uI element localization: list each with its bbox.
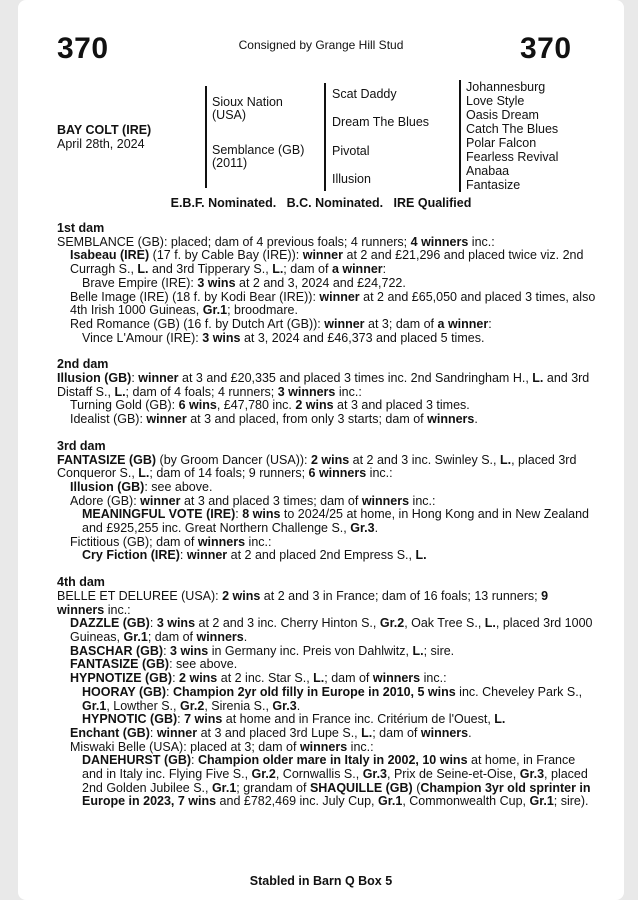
text: inc.: xyxy=(245,534,272,549)
text: SEMBLANCE (GB): placed; dam of 4 previous foals; 4 runners; xyxy=(57,234,411,249)
stabling-footer: Stabled in Barn Q Box 5 xyxy=(249,874,393,888)
bold-text: Gr.2 xyxy=(179,698,205,713)
bold-text: 7 wins xyxy=(184,712,223,727)
family-entry xyxy=(57,645,597,659)
text: at 2 and 3, 2024 and £24,722. xyxy=(235,275,406,290)
bold-text: winners xyxy=(197,534,246,549)
bold-text: L. xyxy=(272,262,284,277)
text: . xyxy=(374,521,379,536)
nominations-line: E.B.F. Nominated. B.C. Nominated. IRE Qualified xyxy=(170,196,472,210)
text: at 2 and £21,296 and placed twice viz. 2nd Curragh S., xyxy=(70,248,584,277)
bold-text: winners xyxy=(361,493,410,508)
bold-text: 3 wins xyxy=(156,616,196,631)
bold-text: FANTASIZE (GB) xyxy=(57,452,157,467)
bold-text: 3 wins xyxy=(202,330,241,345)
pedigree-g2-0: Scat Daddy xyxy=(332,87,397,101)
bold-text: L. xyxy=(114,384,126,399)
family-entry xyxy=(57,658,597,672)
bold-text: SHAQUILLE (GB) xyxy=(309,780,413,795)
text: : xyxy=(382,262,387,277)
text: : xyxy=(235,507,243,522)
text: Fictitious (GB); dam of xyxy=(70,534,198,549)
bold-text: 8 wins xyxy=(242,507,281,522)
text: , Prix de Seine-et-Oise, xyxy=(387,767,520,782)
family-entry xyxy=(57,249,597,276)
bold-text: winner xyxy=(156,725,198,740)
bold-text: Gr.1 xyxy=(211,780,237,795)
family-entry xyxy=(57,549,597,563)
bold-text: Gr.3 xyxy=(362,767,388,782)
bold-text: 4 winners xyxy=(410,234,469,249)
pedigree-dam: Semblance (GB) (2011) xyxy=(212,143,305,170)
text: at 2 and £65,050 and placed 3 times, also 4th Irish 1000 Guineas, xyxy=(70,289,596,318)
bold-text: L. xyxy=(313,671,325,686)
section-heading: 1st dam xyxy=(57,221,105,235)
bold-text: 3 winners xyxy=(277,384,336,399)
bold-text: winner xyxy=(324,316,365,331)
text: Belle Image (IRE) (18 f. by Kodi Bear (IRE)): xyxy=(70,289,320,304)
bold-text: 3 wins xyxy=(197,275,236,290)
text: ; grandam of xyxy=(236,780,310,795)
bold-text: Illusion (GB) xyxy=(70,479,145,494)
bold-text: L. xyxy=(412,643,424,658)
family-entry xyxy=(57,318,597,332)
text: at 2 and placed 2nd Empress S., xyxy=(227,548,416,563)
pedigree-g2-2: Pivotal xyxy=(332,144,370,158)
text: ; dam of xyxy=(147,629,197,644)
text: and 3rd Distaff S., xyxy=(57,371,590,399)
bold-text: 6 wins xyxy=(178,398,217,413)
pedigree-sire: Sioux Nation (USA) xyxy=(212,95,283,122)
text: , placed 3rd 1000 Guineas, xyxy=(70,616,593,644)
text: . xyxy=(468,725,472,740)
family-entry xyxy=(57,590,597,617)
bold-text: HYPNOTIZE (GB) xyxy=(70,671,173,686)
pedigree-bracket-3 xyxy=(459,80,461,192)
bold-text: BASCHAR (GB) xyxy=(70,643,164,658)
family-entry xyxy=(57,481,597,495)
bold-text: a winner xyxy=(331,262,383,277)
bold-text: winners xyxy=(196,629,244,644)
family-entry xyxy=(57,686,597,713)
text: : xyxy=(166,684,173,699)
text: ( xyxy=(412,780,421,795)
family-body xyxy=(57,222,597,809)
catalogue-page xyxy=(18,0,624,900)
text: Brave Empire (IRE): xyxy=(82,275,198,290)
family-entry xyxy=(57,372,597,399)
text: , Lowther S., xyxy=(106,698,180,713)
family-entry xyxy=(57,536,597,550)
text: inc.: xyxy=(366,466,393,481)
bold-text: L. xyxy=(415,548,427,563)
text: , Oak Tree S., xyxy=(404,616,485,631)
bold-text: Gr.3 xyxy=(519,767,545,782)
bold-text: Gr.1 xyxy=(202,303,228,318)
bold-text: Gr.1 xyxy=(529,794,554,809)
text: , Sirenia S., xyxy=(204,698,273,713)
text: (17 f. by Cable Bay (IRE)): xyxy=(149,248,303,263)
pedigree-bracket-2 xyxy=(324,83,326,191)
bold-text: 9 winners xyxy=(57,588,549,617)
text: . xyxy=(243,629,248,644)
text: ; dam of xyxy=(283,262,332,277)
text: : xyxy=(149,725,157,740)
text: Idealist (GB): xyxy=(70,412,147,427)
text: at 3, 2024 and £46,373 and placed 5 times. xyxy=(240,330,485,345)
family-entry xyxy=(57,291,597,318)
bold-text: L. xyxy=(494,712,506,727)
text: at 2 and 3 in France; dam of 16 foals; 13 runners; xyxy=(260,588,542,603)
text: and 3rd Tipperary S., xyxy=(148,262,273,277)
text: ; dam of xyxy=(324,671,373,686)
text: : see above. xyxy=(144,479,213,494)
bold-text: Illusion (GB) xyxy=(57,371,132,386)
text: at 3 and placed 3 times. xyxy=(333,398,470,413)
text: ; dam of xyxy=(372,725,421,740)
text: BELLE ET DELUREE (USA): xyxy=(57,588,223,603)
bold-text: Gr.1 xyxy=(123,629,148,644)
text: at 3 and £20,335 and placed 3 times inc. 2nd Sandringham H., xyxy=(178,371,533,386)
text: inc.: xyxy=(409,493,436,508)
bold-text: winner xyxy=(140,493,181,508)
section-heading: 3rd dam xyxy=(57,438,106,453)
text: Red Romance (GB) (16 f. by Dutch Art (GB)): xyxy=(70,316,325,331)
bold-text: Champion 3yr old sprinter in Europe in 2023, 7 wins xyxy=(82,780,591,809)
text: : xyxy=(177,712,185,727)
bold-text: DAZZLE (GB) xyxy=(70,616,150,631)
family-entry xyxy=(57,332,597,346)
text: at 2 and 3 inc. Swinley S., xyxy=(349,452,500,467)
bold-text: 2 wins xyxy=(295,398,334,413)
bold-text: 3 wins xyxy=(170,643,209,658)
pedigree-g3-list: Johannesburg Love Style Oasis Dream Catch The Blues Polar Falcon Fearless Revival Anabaa Fantasize xyxy=(466,80,559,192)
text: inc. Cheveley Park S., xyxy=(455,684,583,699)
bold-text: winners xyxy=(299,739,348,754)
section-heading: 4th dam xyxy=(57,575,105,590)
family-entry xyxy=(57,741,597,755)
bold-text: MEANINGFUL VOTE (IRE) xyxy=(82,507,236,522)
bold-text: winners xyxy=(372,671,421,686)
text: Vince L'Amour (IRE): xyxy=(82,330,203,345)
bold-text: Gr.1 xyxy=(82,698,107,713)
text: Turning Gold (GB): xyxy=(70,398,179,413)
text: : xyxy=(149,616,157,631)
text: inc.: xyxy=(347,739,374,754)
text: , placed 2nd Golden Jubilee S., xyxy=(82,767,588,795)
bold-text: Enchant (GB) xyxy=(70,725,150,740)
family-entry xyxy=(57,617,597,644)
text: inc.: xyxy=(468,234,495,249)
bold-text: a winner xyxy=(437,316,489,331)
text: and £782,469 inc. July Cup, xyxy=(216,794,378,809)
text: ; broodmare. xyxy=(227,303,298,318)
bold-text: L. xyxy=(137,262,149,277)
text: inc.: xyxy=(335,384,362,399)
text: : xyxy=(179,548,187,563)
family-entry xyxy=(57,413,597,427)
text: . xyxy=(296,698,301,713)
bold-text: Champion 2yr old filly in Europe in 2010, 5 wins xyxy=(173,684,456,699)
family-entry xyxy=(57,754,597,809)
bold-text: L. xyxy=(138,466,150,481)
family-entry xyxy=(57,713,597,727)
bold-text: Gr.2 xyxy=(251,767,276,782)
text: inc.: xyxy=(104,602,131,617)
bold-text: 2 wins xyxy=(310,452,350,467)
bold-text: DANEHURST (GB) xyxy=(82,753,192,768)
text: : xyxy=(172,671,180,686)
text: at home, in France and in Italy inc. Flying Five S., xyxy=(82,753,576,782)
text: in Germany inc. Preis von Dahlwitz, xyxy=(208,643,413,658)
bold-text: winner xyxy=(186,548,228,563)
family-entry xyxy=(57,454,597,481)
family-entry xyxy=(57,672,597,686)
text: , placed 3rd Conqueror S., xyxy=(57,452,577,481)
bold-text: winner xyxy=(146,412,187,427)
text: : xyxy=(488,316,492,331)
bold-text: HYPNOTIC (GB) xyxy=(82,712,178,727)
bold-text: winner xyxy=(319,289,360,304)
consignor-line: Consigned by Grange Hill Stud xyxy=(238,38,404,52)
lot-number-left: 370 xyxy=(57,32,109,65)
text: at 3 and placed 3 times; dam of xyxy=(180,493,362,508)
text: at 2 inc. Star S., xyxy=(217,671,314,686)
horse-foaled-date: April 28th, 2024 xyxy=(57,137,145,151)
text: : xyxy=(191,753,198,768)
family-entry xyxy=(57,236,597,250)
family-entry xyxy=(57,277,597,291)
bold-text: FANTASIZE (GB) xyxy=(70,657,170,672)
text: ; sire. xyxy=(423,643,455,658)
bold-text: Champion older mare in Italy in 2002, 10 wins xyxy=(197,753,468,768)
text: , Cornwallis S., xyxy=(275,767,363,782)
pedigree-g2-1: Dream The Blues xyxy=(332,115,430,129)
family-entry xyxy=(57,495,597,509)
bold-text: winner xyxy=(302,248,344,263)
bold-text: HOORAY (GB) xyxy=(82,684,167,699)
bold-text: Gr.1 xyxy=(378,794,403,809)
bold-text: L. xyxy=(532,371,544,386)
bold-text: Cry Fiction (IRE) xyxy=(82,548,180,563)
section-heading: 2nd dam xyxy=(57,357,109,372)
text: ; dam of 4 foals; 4 runners; xyxy=(125,384,278,399)
text: Adore (GB): xyxy=(70,493,141,508)
bold-text: winners xyxy=(427,412,475,427)
text: to 2024/25 at home, in Hong Kong and in New Zealand and £925,255 inc. Great Northern Challenge S., xyxy=(82,507,589,536)
bold-text: Gr.2 xyxy=(379,616,405,631)
bold-text: winners xyxy=(420,725,469,740)
text: ; sire). xyxy=(553,794,589,809)
text: : xyxy=(163,643,171,658)
pedigree-g2-3: Illusion xyxy=(332,172,371,186)
bold-text: Isabeau (IRE) xyxy=(70,248,150,263)
text: Miswaki Belle (USA): placed at 3; dam of xyxy=(70,739,300,754)
bold-text: Gr.3 xyxy=(272,698,297,713)
text: inc.: xyxy=(420,671,447,686)
text: . xyxy=(474,412,478,427)
text: at 3; dam of xyxy=(364,316,438,331)
horse-name: BAY COLT (IRE) xyxy=(57,123,152,137)
bold-text: 6 winners xyxy=(308,466,367,481)
bold-text: L. xyxy=(361,725,373,740)
text: at 3 and placed, from only 3 starts; dam of xyxy=(186,412,428,427)
bold-text: L. xyxy=(484,616,496,631)
bold-text: L. xyxy=(499,452,512,467)
text: at home and in France inc. Critérium de l'Ouest, xyxy=(222,712,495,727)
family-entry xyxy=(57,399,597,413)
text: ; dam of 14 foals; 9 runners; xyxy=(149,466,309,481)
family-entry xyxy=(57,727,597,741)
text: , Commonwealth Cup, xyxy=(402,794,530,809)
bold-text: Gr.3 xyxy=(350,521,375,536)
family-entry xyxy=(57,508,597,535)
pedigree-bracket-1 xyxy=(205,86,207,188)
text: (by Groom Dancer (USA)): xyxy=(156,452,311,467)
bold-text: 2 wins xyxy=(179,671,218,686)
text: : see above. xyxy=(169,657,238,672)
text: at 3 and placed 3rd Lupe S., xyxy=(197,725,362,740)
text: , £47,780 inc. xyxy=(216,398,296,413)
text: : xyxy=(131,371,139,386)
bold-text: 2 wins xyxy=(222,588,261,603)
bold-text: winner xyxy=(138,371,179,386)
lot-number-right: 370 xyxy=(520,32,572,65)
text: at 2 and 3 inc. Cherry Hinton S., xyxy=(195,616,380,631)
